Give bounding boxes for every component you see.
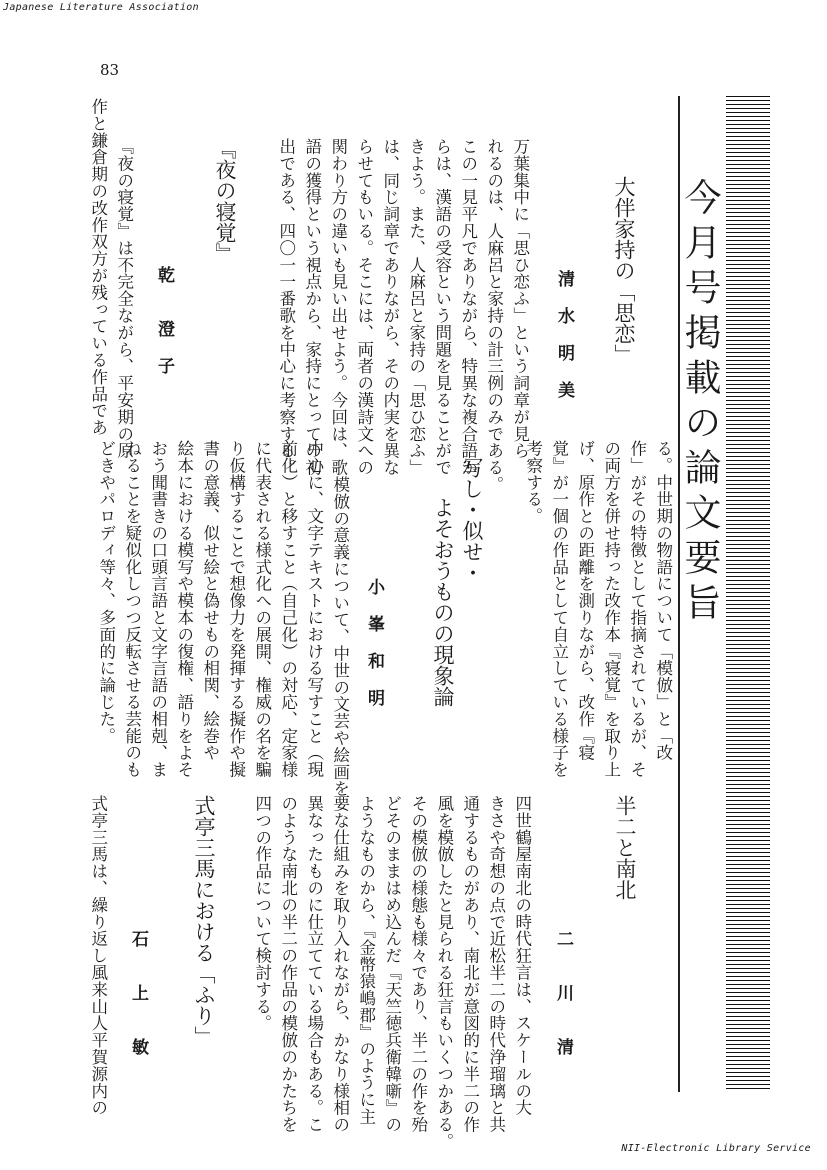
body-line: その模倣の様態も様々であり、半二の作を殆 [408, 795, 428, 1133]
body-line: のような南北の半二の作品の模倣のかたちを [278, 795, 298, 1133]
body-line: 絵本における模写や模本の復権、語りをよそ [174, 440, 194, 778]
header-stripe-band [726, 96, 770, 1092]
body-line: 考察する。 [523, 440, 543, 525]
body-line: 四つの作品について検討する。 [252, 795, 272, 1032]
body-line: 『夜の寝覚』は不完全ながら、平安期の原 [114, 138, 134, 460]
body-line: 中心に、文字テキストにおける写すこと（現 [304, 440, 324, 778]
body-line: 作」がその特徴として指摘されているが、そ [627, 440, 647, 778]
body-line: る。中世期の物語について「模倣」と「改 [653, 440, 673, 762]
body-line: 風を模倣したと見られる狂言もいくつかある。 [434, 795, 454, 1150]
article-author: 小 峯 和 明 [364, 578, 384, 706]
body-line: 出である、四〇一一番歌を中心に考察する。 [276, 138, 296, 476]
body-line: 前化）と移すこと（自己化）の対応、定家様 [278, 440, 298, 778]
body-line: は、同じ詞章でありながら、その内実を異な [380, 138, 400, 476]
body-line: に代表される様式化への展開、権威の名を騙 [252, 440, 272, 778]
article-title: 大伴家持の「思恋」 [612, 176, 636, 365]
body-line: らは、漢語の受容という問題を見ることがで [432, 138, 452, 476]
article-title-line2: よそおうものの現象論 [431, 497, 455, 707]
body-line: 作と鎌倉期の改作双方が残っている作品であ [88, 98, 108, 436]
article-title-line1: 写し・似せ・ [460, 457, 484, 583]
article-title: 式亭三馬における「ふり」 [192, 795, 216, 1047]
body-line: 書の意義、似せ絵と偽せもの相関、絵巻や [200, 440, 220, 762]
feature-title: 今月号掲載の論文要旨 [678, 178, 721, 628]
body-line: 式亭三馬は、繰り返し風来山人平賀源内の [88, 795, 108, 1117]
body-line: らせてもいる。そこには、両者の漢詩文への [354, 138, 374, 476]
body-line: 関わり方の違いも見い出せよう。今回は、歌 [328, 138, 348, 476]
body-line: ようなものから、『金幣猿嶋郡』のように主 [356, 795, 376, 1125]
body-line: 通するものがあり、南北が意図的に半二の作 [460, 795, 480, 1133]
article-author: 二 川 清 [553, 930, 573, 1055]
page-number: 83 [100, 61, 120, 79]
article-author: 清 水 明 美 [554, 270, 574, 398]
body-line: 語の獲得という視点から、家持にとっての初 [302, 138, 322, 476]
body-line: きよう。また、人麻呂と家持の「思ひ恋ふ」 [406, 138, 426, 476]
body-line: この一見平凡でありながら、特異な複合語か [458, 138, 478, 476]
body-line: 模倣の意義について、中世の文芸や絵画を [330, 476, 350, 798]
body-line: おう聞書きの口頭言語と文字言語の相剋、ま [148, 440, 168, 778]
body-line: げ、原作との距離を測りながら、改作『寝 [575, 440, 595, 762]
body-line: 覚』が一個の作品として自立している様子を [549, 440, 569, 778]
article-title: 半二と南北 [613, 795, 637, 900]
article-author: 乾 澄 子 [154, 266, 174, 374]
body-line: の両方を併せ持った改作本『寝覚』を取り上 [601, 440, 621, 778]
body-line: れるのは、人麻呂と家持の計三例のみである。 [484, 138, 504, 493]
body-line: 異なったものに仕立てている場合もある。こ [304, 795, 324, 1133]
body-line: 要な仕組みを取り入れながら、かなり様相の [330, 795, 350, 1133]
article-title: 『夜の寝覚』 [213, 138, 237, 264]
body-line: どそのままはめ込んだ『天竺徳兵衛韓噺』の [382, 795, 402, 1133]
body-line: 万葉集中に「思ひ恋ふ」という詞章が見ら [510, 138, 530, 460]
body-line: 四世鶴屋南北の時代狂言は、スケールの大 [512, 795, 532, 1117]
source-header: Japanese Literature Association [3, 2, 199, 13]
body-line: ねることを疑似化しつつ反転させる芸能のも [122, 440, 142, 778]
footer-credit: NII-Electronic Library Service [621, 1143, 811, 1154]
body-line: きさや奇想の点で近松半二の時代浄瑠璃と共 [486, 795, 506, 1133]
body-line: どきやパロディ等々、多面的に論じた。 [96, 440, 116, 745]
article-author: 石 上 敏 [128, 930, 148, 1055]
body-line: り仮構することで想像力を発揮する擬作や擬 [226, 440, 246, 778]
